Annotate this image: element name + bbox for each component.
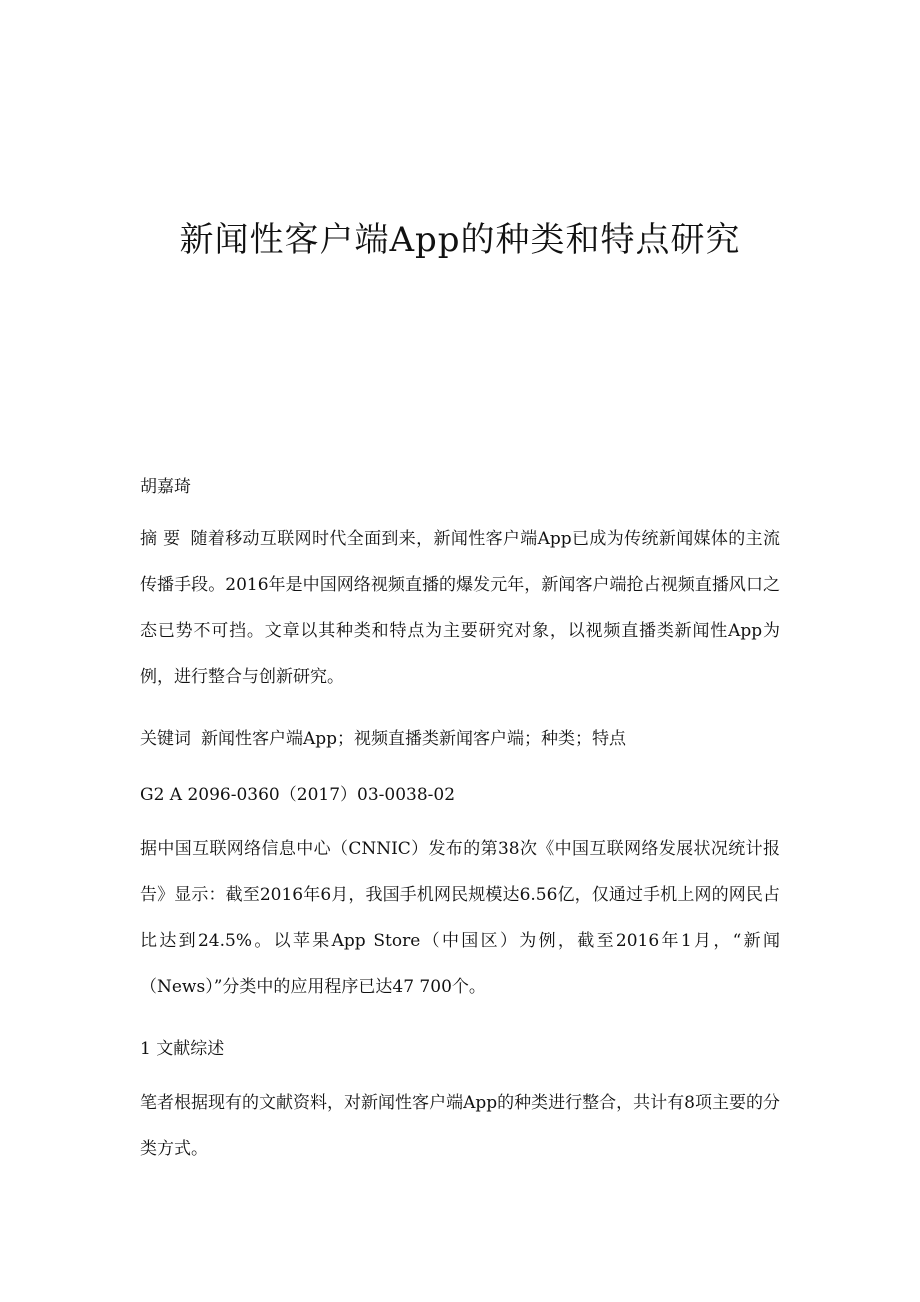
keywords-label: 关键词 [140,729,191,749]
keywords-line [140,716,780,762]
classification-code: G2 A 2096-0360（2017）03-0038-02 [140,785,456,805]
keywords-text: 新闻性客户端App；视频直播类新闻客户端；种类；特点 [201,729,627,749]
intro-paragraph: 据中国互联网络信息中心（CNNIC）发布的第38次《中国互联网络发展状况统计报告》显示：截至2016年6月，我国手机网民规模达6.56亿，仅通过手机上网的网民占比达到24.5%。以苹果App Store（中国区）为例，截至2016年1月，“新闻（News）”分类中的应用程序已达47 700个。 [140,839,780,997]
paper-title: 新闻性客户端App的种类和特点研究 [179,220,741,260]
section-heading: 1 文献综述 [140,1039,225,1059]
body-paragraph: 笔者根据现有的文献资料，对新闻性客户端App的种类进行整合，共计有8项主要的分类方式。 [140,1093,780,1159]
abstract-text: 随着移动互联网时代全面到来，新闻性客户端App已成为传统新闻媒体的主流传播手段。2016年是中国网络视频直播的爆发元年，新闻客户端抢占视频直播风口之态已势不可挡。文章以其种类和特点为主要研究对象，以视频直播类新闻性App为例，进行整合与创新研究。 [140,529,780,687]
abstract-paragraph [140,516,780,700]
abstract-label: 摘 要 [140,529,181,549]
author-name: 胡嘉琦 [140,477,191,497]
